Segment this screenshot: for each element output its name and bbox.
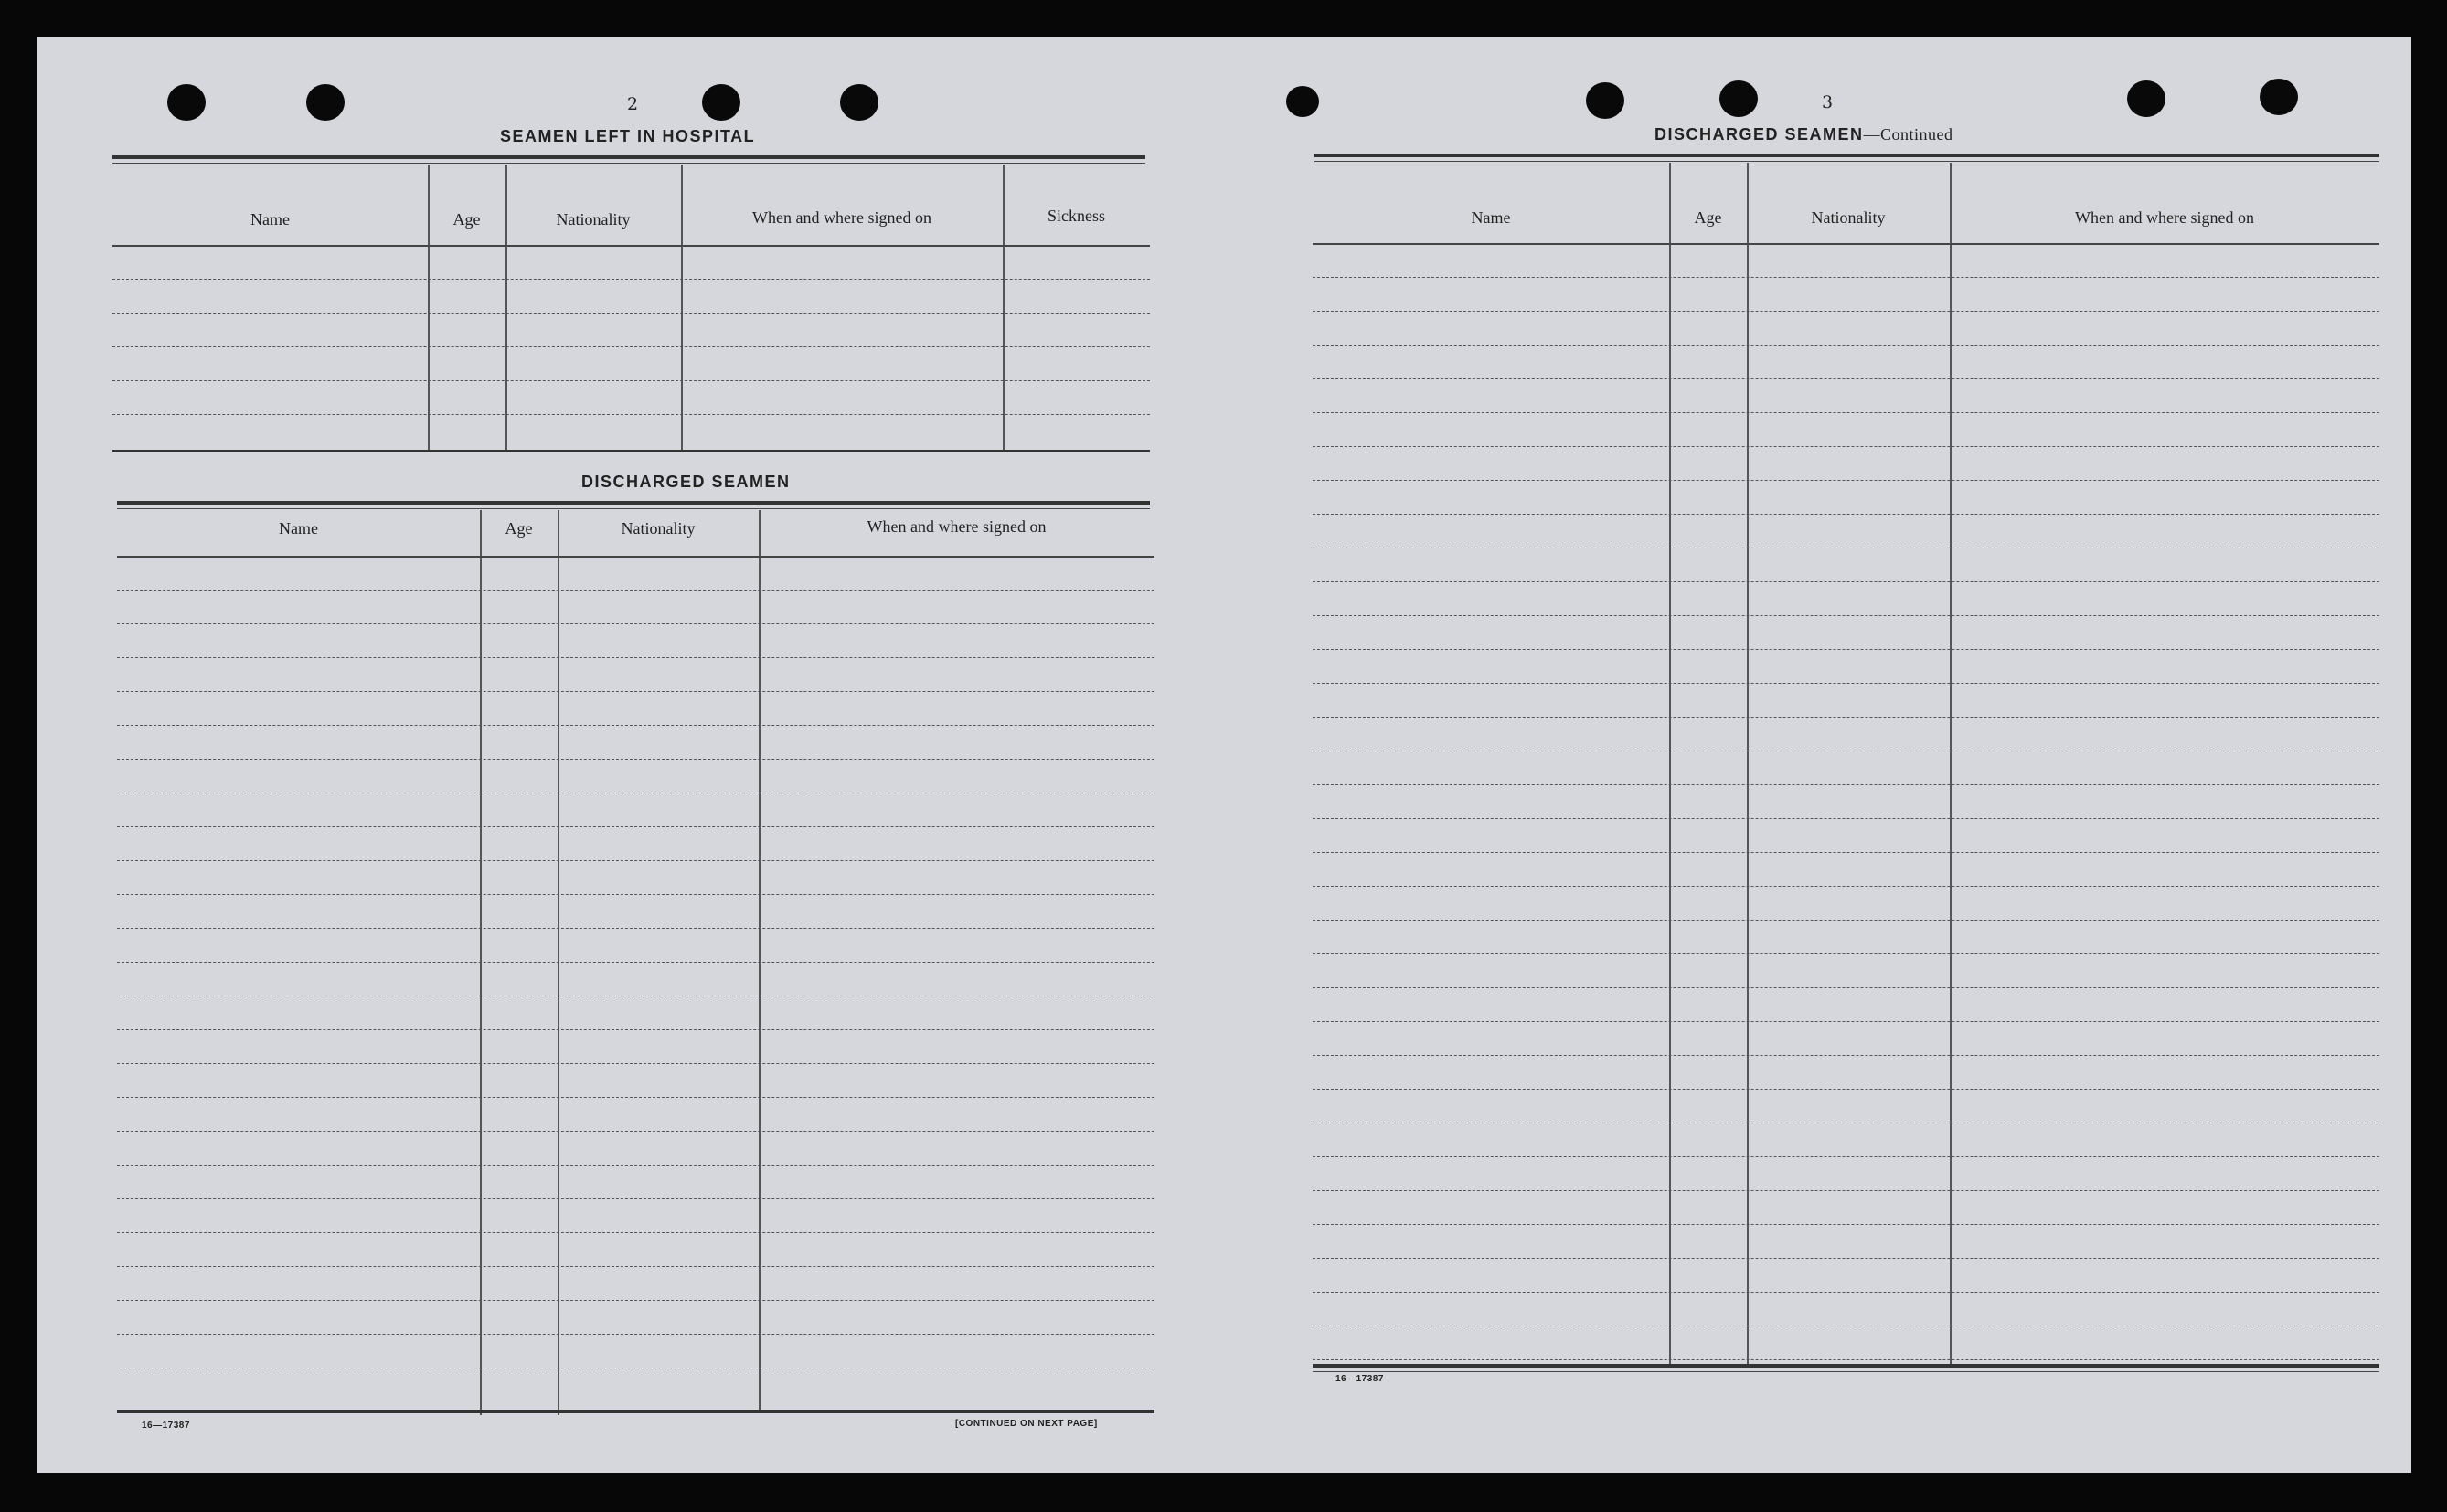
column-divider <box>1747 163 1749 1368</box>
section-rule <box>1314 154 2379 157</box>
table-row-line <box>117 1334 1154 1335</box>
table-row-line <box>117 1300 1154 1301</box>
form-number-right: 16—17387 <box>1335 1374 1384 1384</box>
column-divider <box>1669 163 1671 1368</box>
punch-hole <box>702 84 740 121</box>
table-row-line <box>1313 987 2379 988</box>
table-row-line <box>112 279 1150 280</box>
discharged-continued-title <box>1654 125 1953 144</box>
table-row-line <box>117 826 1154 827</box>
punch-hole <box>1586 82 1624 119</box>
section-rule <box>1313 1371 2379 1372</box>
table-row-line <box>1313 1156 2379 1157</box>
hospital-table <box>112 165 1150 450</box>
section-rule <box>117 508 1150 509</box>
punch-hole <box>2260 79 2298 115</box>
table-row-line <box>117 1165 1154 1166</box>
punch-hole <box>1286 86 1319 117</box>
table-row-line <box>1313 953 2379 954</box>
table-row-line <box>1313 311 2379 312</box>
section-rule <box>112 163 1145 164</box>
table-row-line <box>1313 683 2379 684</box>
column-divider <box>428 165 430 450</box>
table-row-line <box>1313 818 2379 819</box>
section-rule <box>112 450 1150 452</box>
table-row-line <box>117 623 1154 624</box>
table-row-line <box>117 894 1154 895</box>
section-rule <box>117 501 1150 505</box>
table-row-line <box>1313 649 2379 650</box>
table-row-line <box>117 928 1154 929</box>
table-row-line <box>1313 784 2379 785</box>
discharged-table <box>117 510 1154 1415</box>
column-divider <box>558 510 559 1415</box>
table-row-line <box>1313 345 2379 346</box>
document-sheet <box>37 37 2411 1473</box>
table-row-line <box>112 346 1150 347</box>
column-divider <box>759 510 761 1411</box>
column-header-signed-on: When and where signed on <box>867 517 1047 536</box>
section-title-text: DISCHARGED SEAMEN <box>1654 125 1864 144</box>
header-rule <box>1313 243 2379 245</box>
table-row-line <box>1313 1089 2379 1090</box>
table-row-line <box>1313 581 2379 582</box>
column-header-signed-on: When and where signed on <box>2075 208 2254 227</box>
table-row-line <box>1313 852 2379 853</box>
page-number-left: 2 <box>627 94 639 114</box>
table-row-line <box>1313 920 2379 921</box>
table-row-line <box>1313 412 2379 413</box>
punch-hole <box>1719 80 1758 117</box>
table-row-line <box>117 759 1154 760</box>
table-row-line <box>117 1232 1154 1233</box>
column-header-age: Age <box>452 210 481 229</box>
column-header-signed-on: When and where signed on <box>752 208 931 227</box>
table-row-line <box>1313 1258 2379 1259</box>
table-row-line <box>117 590 1154 591</box>
table-row-line <box>117 1266 1154 1267</box>
table-row-line <box>1313 277 2379 278</box>
punch-hole <box>167 84 206 121</box>
table-row-line <box>112 380 1150 381</box>
column-divider <box>1950 163 1952 1368</box>
section-rule <box>117 1410 1154 1413</box>
punch-hole <box>306 84 345 121</box>
section-rule <box>1314 161 2379 162</box>
discharged-continued-table <box>1313 163 2379 1369</box>
column-divider <box>505 165 507 450</box>
table-row-line <box>1313 886 2379 887</box>
discharged-section-title: DISCHARGED SEAMEN <box>581 473 791 491</box>
table-row-line <box>117 1198 1154 1199</box>
table-row-line <box>1313 1292 2379 1293</box>
column-header-nationality: Nationality <box>621 519 696 538</box>
column-header-age: Age <box>505 519 533 538</box>
punch-hole <box>840 84 878 121</box>
column-divider <box>681 165 683 450</box>
table-row-line <box>112 414 1150 415</box>
table-row-line <box>117 1131 1154 1132</box>
table-row-line <box>112 313 1150 314</box>
table-row-line <box>1313 514 2379 515</box>
table-row-line <box>1313 1021 2379 1022</box>
page-number-right: 3 <box>1822 92 1834 112</box>
table-row-line <box>1313 615 2379 616</box>
header-rule <box>117 556 1154 558</box>
table-row-line <box>1313 1224 2379 1225</box>
column-header-name: Name <box>279 519 318 538</box>
table-row-line <box>117 962 1154 963</box>
column-divider <box>1003 165 1005 450</box>
table-row-line <box>117 1097 1154 1098</box>
section-rule <box>1313 1364 2379 1368</box>
table-row-line <box>1313 446 2379 447</box>
table-row-line <box>1313 717 2379 718</box>
table-row-line <box>1313 1359 2379 1360</box>
table-row-line <box>117 725 1154 726</box>
column-header-nationality: Nationality <box>556 210 631 229</box>
table-row-line <box>1313 1055 2379 1056</box>
column-divider <box>480 510 482 1415</box>
section-title-suffix: —Continued <box>1863 125 1953 144</box>
form-number-left: 16—17387 <box>142 1421 190 1431</box>
table-row-line <box>1313 1190 2379 1191</box>
column-header-name: Name <box>1471 208 1511 227</box>
column-header-name: Name <box>250 210 290 229</box>
column-header-nationality: Nationality <box>1811 208 1886 227</box>
table-row-line <box>117 691 1154 692</box>
column-header-sickness: Sickness <box>1048 207 1105 225</box>
column-header-age: Age <box>1694 208 1722 227</box>
continued-note: [CONTINUED ON NEXT PAGE] <box>955 1419 1098 1429</box>
table-row-line <box>117 1063 1154 1064</box>
hospital-section-title: SEAMEN LEFT IN HOSPITAL <box>500 127 756 145</box>
section-rule <box>112 155 1145 159</box>
header-rule <box>112 245 1150 247</box>
punch-hole <box>2127 80 2165 117</box>
table-row-line <box>117 860 1154 861</box>
table-row-line <box>1313 378 2379 379</box>
table-row-line <box>1313 480 2379 481</box>
table-row-line <box>117 657 1154 658</box>
table-row-line <box>117 1029 1154 1030</box>
